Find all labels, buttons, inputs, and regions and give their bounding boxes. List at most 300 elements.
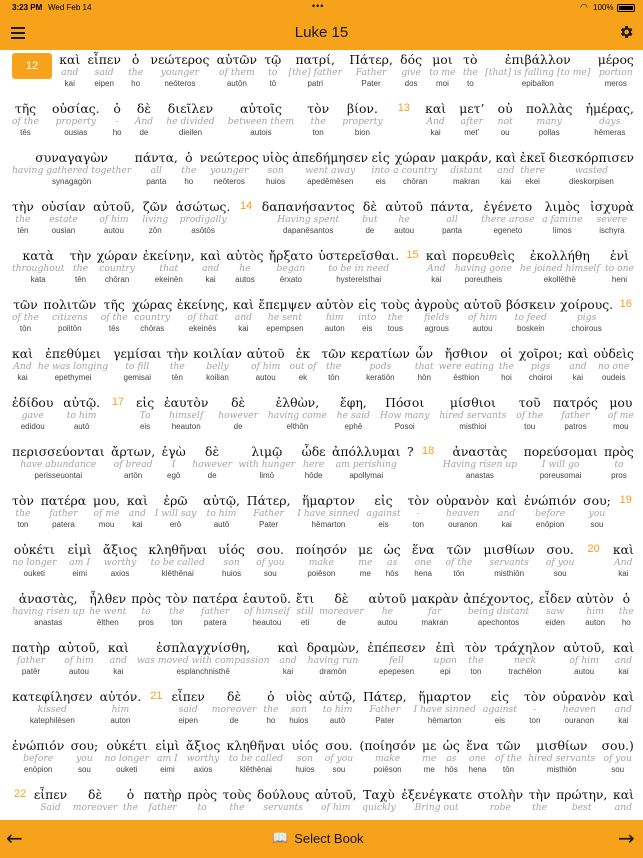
interlinear-word[interactable]: [292, 150, 368, 187]
interlinear-word[interactable]: [439, 346, 494, 383]
interlinear-word[interactable]: [100, 689, 142, 726]
interlinear-word[interactable]: [430, 199, 473, 236]
interlinear-word[interactable]: [247, 346, 285, 383]
greek-word: σου;: [583, 493, 611, 508]
interlinear-word[interactable]: [268, 395, 327, 432]
interlinear-word[interactable]: [539, 591, 572, 628]
interlinear-word[interactable]: [529, 787, 551, 820]
interlinear-word[interactable]: [414, 297, 459, 334]
interlinear-word[interactable]: [262, 199, 355, 236]
verse-number[interactable]: 19: [619, 494, 632, 506]
interlinear-word[interactable]: [68, 542, 92, 579]
interlinear-word[interactable]: [137, 640, 270, 677]
interlinear-word[interactable]: [12, 542, 56, 579]
transliteration: Posoi: [394, 422, 415, 431]
interlinear-word[interactable]: [452, 248, 515, 285]
interlinear-word[interactable]: [464, 297, 502, 334]
english-gloss: gave: [21, 410, 44, 421]
verse-number[interactable]: 20: [587, 543, 600, 555]
interlinear-word[interactable]: [366, 493, 400, 530]
greek-word: τῆς: [14, 101, 37, 116]
interlinear-word[interactable]: [262, 150, 289, 187]
interlinear-word[interactable]: [499, 346, 514, 383]
interlinear-word[interactable]: [238, 444, 295, 481]
interlinear-word[interactable]: [97, 248, 138, 285]
interlinear-word[interactable]: [193, 591, 238, 628]
greek-word: βόσκειν: [505, 297, 556, 312]
interlinear-word[interactable]: [223, 787, 252, 820]
interlinear-word[interactable]: [132, 297, 172, 334]
interlinear-word[interactable]: [411, 591, 458, 628]
interlinear-word[interactable]: [459, 101, 484, 138]
interlinear-word[interactable]: [358, 297, 376, 334]
interlinear-word[interactable]: [70, 248, 92, 285]
english-gloss: father: [148, 802, 177, 813]
transliteration: heauton: [171, 422, 201, 431]
arrow-left-icon[interactable]: ←: [6, 826, 23, 850]
verse-line: [12, 150, 634, 187]
interlinear-word[interactable]: [393, 150, 437, 187]
interlinear-word[interactable]: [12, 395, 53, 432]
interlinear-word[interactable]: [166, 346, 188, 383]
interlinear-word[interactable]: [258, 297, 311, 334]
transliteration: Pater: [259, 520, 279, 529]
interlinear-word[interactable]: [63, 395, 100, 432]
interlinear-word[interactable]: [412, 542, 435, 579]
english-gloss: quickly: [362, 802, 396, 813]
transliteration: bion: [354, 128, 370, 137]
interlinear-word[interactable]: [155, 738, 179, 775]
transliteration: to: [467, 79, 474, 88]
interlinear-word[interactable]: [212, 689, 257, 726]
interlinear-word[interactable]: [12, 346, 33, 383]
interlinear-word[interactable]: [123, 787, 138, 820]
interlinear-word[interactable]: [316, 297, 354, 334]
interlinear-word[interactable]: [150, 52, 209, 89]
transliteration: ho: [621, 618, 631, 627]
greek-word: αὐτοῦ,: [93, 199, 135, 214]
interlinear-word[interactable]: [278, 640, 299, 677]
interlinear-word[interactable]: [602, 738, 634, 775]
interlinear-word[interactable]: [113, 346, 161, 383]
interlinear-word[interactable]: [127, 493, 148, 530]
interlinear-word[interactable]: [553, 689, 606, 726]
interlinear-word[interactable]: [218, 395, 258, 432]
interlinear-word[interactable]: [337, 395, 370, 432]
interlinear-word[interactable]: [218, 542, 245, 579]
transliteration: chōran: [104, 275, 130, 284]
interlinear-word[interactable]: [384, 542, 401, 579]
verse-number[interactable]: 21: [150, 690, 163, 702]
interlinear-word[interactable]: [407, 444, 414, 481]
interlinear-word[interactable]: [478, 787, 524, 820]
interlinear-word[interactable]: [186, 738, 220, 775]
greek-word: καὶ: [496, 493, 518, 508]
interlinear-word[interactable]: [528, 738, 595, 775]
interlinear-word[interactable]: [41, 199, 85, 236]
interlinear-word[interactable]: [181, 150, 196, 187]
interlinear-word[interactable]: [349, 52, 393, 89]
interlinear-word[interactable]: [243, 591, 291, 628]
greek-word: ζῶν: [143, 199, 168, 214]
verse-number[interactable]: 18: [422, 445, 435, 457]
transliteration: ēsthion: [453, 373, 480, 382]
interlinear-word[interactable]: [593, 346, 634, 383]
interlinear-word[interactable]: [101, 297, 128, 334]
interlinear-word[interactable]: [289, 52, 342, 89]
transliteration: ousian: [51, 226, 76, 235]
interlinear-word[interactable]: [12, 738, 64, 775]
english-gloss: the: [15, 214, 31, 225]
interlinear-word[interactable]: [113, 101, 122, 138]
interlinear-word[interactable]: [401, 787, 472, 820]
interlinear-word[interactable]: [103, 542, 137, 579]
interlinear-word[interactable]: [407, 493, 429, 530]
interlinear-word[interactable]: [400, 52, 422, 89]
interlinear-word[interactable]: [485, 52, 590, 89]
greek-word: με: [421, 738, 437, 753]
interlinear-word[interactable]: [58, 640, 100, 677]
interlinear-word[interactable]: [351, 346, 410, 383]
interlinear-word[interactable]: [426, 248, 447, 285]
verse-number[interactable]: 15: [406, 249, 419, 261]
interlinear-word[interactable]: [12, 689, 93, 726]
interlinear-word[interactable]: [436, 493, 489, 530]
multitask-dots[interactable]: •••: [312, 1, 325, 11]
transliteration: autō: [73, 422, 90, 431]
interlinear-word[interactable]: [516, 395, 543, 432]
interlinear-word[interactable]: [608, 395, 634, 432]
verse-number[interactable]: 17: [111, 396, 125, 408]
interlinear-word[interactable]: [192, 444, 232, 481]
interlinear-word[interactable]: [12, 248, 64, 285]
interlinear-word[interactable]: [586, 101, 634, 138]
interlinear-word[interactable]: [128, 52, 143, 89]
interlinear-word[interactable]: [296, 591, 314, 628]
greek-word: ἀπόλλυμαι: [332, 444, 401, 459]
interlinear-word[interactable]: [217, 52, 257, 89]
interlinear-word[interactable]: [12, 444, 105, 481]
interlinear-word[interactable]: [162, 444, 186, 481]
current-verse-number[interactable]: 12: [12, 53, 52, 79]
interlinear-word[interactable]: [142, 199, 168, 236]
interlinear-word[interactable]: [495, 738, 522, 775]
english-gloss: out of: [289, 361, 317, 372]
interlinear-word[interactable]: [542, 199, 582, 236]
interlinear-word[interactable]: [342, 101, 382, 138]
transliteration: axios: [193, 765, 213, 774]
transliteration: eipen: [178, 716, 198, 725]
interlinear-word[interactable]: [506, 297, 556, 334]
interlinear-word[interactable]: [439, 395, 506, 432]
interlinear-word[interactable]: [43, 297, 96, 334]
interlinear-word[interactable]: [362, 199, 378, 236]
english-gloss: he joined himself: [519, 263, 600, 274]
interlinear-word[interactable]: [524, 493, 576, 530]
interlinear-word[interactable]: [360, 738, 416, 775]
interlinear-word[interactable]: [12, 150, 131, 187]
interlinear-word[interactable]: [73, 787, 118, 820]
verse-number[interactable]: 13: [397, 102, 410, 114]
interlinear-word[interactable]: [285, 689, 312, 726]
interlinear-word[interactable]: [318, 248, 399, 285]
interlinear-word[interactable]: [200, 150, 259, 187]
interlinear-word[interactable]: [443, 738, 460, 775]
interlinear-word[interactable]: [613, 689, 634, 726]
english-gloss: having gone: [454, 263, 512, 274]
interlinear-word[interactable]: [520, 248, 600, 285]
interlinear-word[interactable]: [87, 52, 120, 89]
interlinear-word[interactable]: [560, 297, 613, 334]
interlinear-word[interactable]: [619, 591, 634, 628]
interlinear-word[interactable]: [381, 297, 410, 334]
greek-word: τράχηλον: [494, 640, 556, 655]
interlinear-word[interactable]: [247, 493, 291, 530]
interlinear-word[interactable]: [93, 199, 135, 236]
interlinear-word[interactable]: [613, 640, 634, 677]
english-gloss: make: [374, 753, 401, 764]
greek-word: ἡμέρας,: [585, 101, 634, 116]
english-gloss: have abundance: [20, 459, 97, 470]
interlinear-word[interactable]: [583, 493, 611, 530]
interlinear-word[interactable]: [613, 542, 634, 579]
interlinear-word[interactable]: [302, 444, 326, 481]
greek-word: ἔφη,: [340, 395, 367, 410]
transliteration: kai: [500, 177, 512, 186]
interlinear-word[interactable]: [429, 52, 455, 89]
interlinear-word[interactable]: [292, 738, 319, 775]
transliteration: patera: [203, 618, 227, 627]
verse-number[interactable]: 16: [619, 298, 632, 310]
interlinear-word[interactable]: [12, 101, 39, 138]
interlinear-word[interactable]: [166, 591, 188, 628]
interlinear-word[interactable]: [166, 101, 214, 138]
interlinear-word[interactable]: [135, 150, 178, 187]
interlinear-word[interactable]: [604, 444, 634, 481]
interlinear-word[interactable]: [556, 787, 607, 820]
interlinear-word[interactable]: [38, 346, 108, 383]
interlinear-word[interactable]: [414, 689, 476, 726]
greek-word: τὸν: [307, 101, 330, 116]
interlinear-word[interactable]: [12, 297, 39, 334]
interlinear-word[interactable]: [315, 787, 357, 820]
interlinear-word[interactable]: [520, 150, 546, 187]
greek-word: ὁ: [126, 787, 135, 802]
interlinear-word[interactable]: [605, 248, 634, 285]
interlinear-word[interactable]: [613, 787, 634, 820]
interlinear-word[interactable]: [289, 346, 316, 383]
verse-number[interactable]: 22: [14, 788, 27, 800]
interlinear-word[interactable]: [226, 248, 263, 285]
interlinear-word[interactable]: [233, 297, 254, 334]
interlinear-word[interactable]: [319, 591, 364, 628]
interlinear-word[interactable]: [519, 346, 563, 383]
english-gloss: the: [310, 116, 326, 127]
english-gloss: and: [614, 704, 633, 715]
greek-word: οὐρανὸν: [436, 493, 490, 508]
interlinear-word[interactable]: [93, 493, 120, 530]
interlinear-word[interactable]: [203, 493, 240, 530]
interlinear-word[interactable]: [425, 101, 446, 138]
interlinear-word[interactable]: [576, 591, 614, 628]
interlinear-word[interactable]: [371, 150, 389, 187]
interlinear-word[interactable]: [108, 640, 129, 677]
interlinear-word[interactable]: [483, 542, 534, 579]
interlinear-word[interactable]: [362, 787, 396, 820]
greek-word: ἐρῶ: [163, 493, 188, 508]
interlinear-word[interactable]: [465, 640, 487, 677]
interlinear-word[interactable]: [135, 101, 153, 138]
transliteration: synagagōn: [52, 177, 92, 186]
interlinear-word[interactable]: [200, 248, 221, 285]
transliteration: me: [423, 765, 435, 774]
interlinear-word[interactable]: [257, 787, 309, 820]
greek-word: πάντα,: [430, 199, 474, 214]
transliteration: misthioi: [459, 422, 487, 431]
interlinear-word[interactable]: [12, 640, 50, 677]
english-gloss: distant: [450, 165, 483, 176]
verse-number[interactable]: 14: [239, 200, 253, 212]
interlinear-word[interactable]: [269, 248, 313, 285]
interlinear-word[interactable]: [171, 689, 204, 726]
transliteration: egō: [167, 471, 181, 480]
english-gloss: the: [468, 655, 484, 666]
interlinear-word[interactable]: [12, 199, 34, 236]
interlinear-word[interactable]: [415, 346, 434, 383]
interlinear-word[interactable]: [363, 689, 407, 726]
english-gloss: of you: [256, 557, 285, 568]
greek-word: καὶ: [12, 346, 33, 361]
interlinear-word[interactable]: [297, 493, 359, 530]
interlinear-word[interactable]: [263, 689, 278, 726]
interlinear-word[interactable]: [443, 444, 517, 481]
interlinear-word[interactable]: [332, 444, 401, 481]
interlinear-word[interactable]: [228, 101, 294, 138]
gear-icon[interactable]: [618, 24, 634, 40]
interlinear-word[interactable]: [481, 199, 534, 236]
interlinear-word[interactable]: [148, 542, 207, 579]
interlinear-word[interactable]: [445, 542, 472, 579]
interlinear-word[interactable]: [307, 101, 329, 138]
interlinear-word[interactable]: [524, 444, 598, 481]
interlinear-word[interactable]: [264, 52, 281, 89]
interlinear-word[interactable]: [176, 199, 231, 236]
interlinear-word[interactable]: [549, 150, 634, 187]
interlinear-word[interactable]: [256, 542, 285, 579]
interlinear-word[interactable]: [325, 738, 354, 775]
interlinear-word[interactable]: [164, 395, 208, 432]
interlinear-word[interactable]: [296, 542, 347, 579]
interlinear-word[interactable]: [105, 738, 149, 775]
interlinear-word[interactable]: [563, 640, 605, 677]
interlinear-word[interactable]: [144, 787, 182, 820]
english-gloss: estate: [49, 214, 78, 225]
transliteration: autois: [250, 128, 272, 137]
greek-word: με: [358, 542, 373, 557]
interlinear-word[interactable]: [136, 395, 154, 432]
transliteration: tōn: [502, 765, 515, 774]
interlinear-word[interactable]: [567, 346, 588, 383]
transliteration: sou: [77, 765, 91, 774]
english-gloss: prodigally: [179, 214, 227, 225]
interlinear-word[interactable]: [369, 591, 407, 628]
english-gloss: of you: [603, 753, 632, 764]
interlinear-word[interactable]: [143, 248, 195, 285]
interlinear-word[interactable]: [307, 640, 360, 677]
english-gloss: to him: [206, 508, 237, 519]
interlinear-word[interactable]: [52, 101, 100, 138]
interlinear-word[interactable]: [466, 738, 489, 775]
interlinear-word[interactable]: [321, 346, 346, 383]
interlinear-word[interactable]: [553, 395, 598, 432]
interlinear-word[interactable]: [34, 787, 67, 820]
interlinear-word[interactable]: [59, 52, 80, 89]
interlinear-word[interactable]: [463, 52, 478, 89]
english-gloss: the: [169, 606, 185, 617]
interlinear-word[interactable]: [498, 101, 513, 138]
english-gloss: there arose: [481, 214, 535, 225]
interlinear-word[interactable]: [12, 591, 84, 628]
interlinear-word[interactable]: [463, 591, 534, 628]
interlinear-word[interactable]: [319, 689, 356, 726]
interlinear-word[interactable]: [496, 493, 517, 530]
interlinear-word[interactable]: [495, 150, 516, 187]
transliteration: asōtōs: [191, 226, 215, 235]
interlinear-word[interactable]: [12, 493, 34, 530]
interlinear-word[interactable]: [111, 444, 155, 481]
interlinear-word[interactable]: [524, 689, 546, 726]
interlinear-word[interactable]: [441, 150, 492, 187]
greek-word: καὶ: [495, 150, 517, 165]
greek-word: εἰς: [371, 150, 390, 165]
interlinear-word[interactable]: [71, 738, 99, 775]
interlinear-word[interactable]: [598, 52, 634, 89]
interlinear-word[interactable]: [483, 689, 517, 726]
interlinear-word[interactable]: [434, 640, 457, 677]
interlinear-word[interactable]: [177, 297, 229, 334]
english-gloss: citizens: [52, 312, 88, 323]
interlinear-word[interactable]: [385, 199, 423, 236]
interlinear-word[interactable]: [131, 591, 161, 628]
interlinear-word[interactable]: [495, 640, 555, 677]
greek-word: καὶ: [567, 346, 589, 361]
arrow-right-icon[interactable]: →: [618, 826, 635, 850]
select-book-button[interactable]: [272, 830, 364, 846]
interlinear-word[interactable]: [89, 591, 126, 628]
interlinear-word[interactable]: [193, 346, 242, 383]
interlinear-word[interactable]: [422, 738, 436, 775]
interlinear-word[interactable]: [41, 493, 86, 530]
english-gloss: him: [325, 312, 344, 323]
interlinear-word[interactable]: [367, 640, 425, 677]
transliteration: de: [139, 128, 149, 137]
greek-word: στολὴν: [477, 787, 524, 802]
transliteration: patēr: [21, 667, 41, 676]
english-gloss: [that] is falling [to me]: [485, 67, 591, 78]
interlinear-word[interactable]: [155, 493, 197, 530]
interlinear-word[interactable]: [187, 787, 217, 820]
greek-word: ὁ: [185, 150, 193, 165]
interlinear-word[interactable]: [590, 199, 634, 236]
transliteration: tous: [387, 324, 403, 333]
interlinear-word[interactable]: [227, 738, 286, 775]
interlinear-word[interactable]: [380, 395, 430, 432]
transliteration: ho: [112, 128, 122, 137]
interlinear-word[interactable]: [526, 101, 573, 138]
interlinear-word[interactable]: [358, 542, 372, 579]
interlinear-word[interactable]: [546, 542, 575, 579]
english-gloss: and: [614, 655, 633, 666]
